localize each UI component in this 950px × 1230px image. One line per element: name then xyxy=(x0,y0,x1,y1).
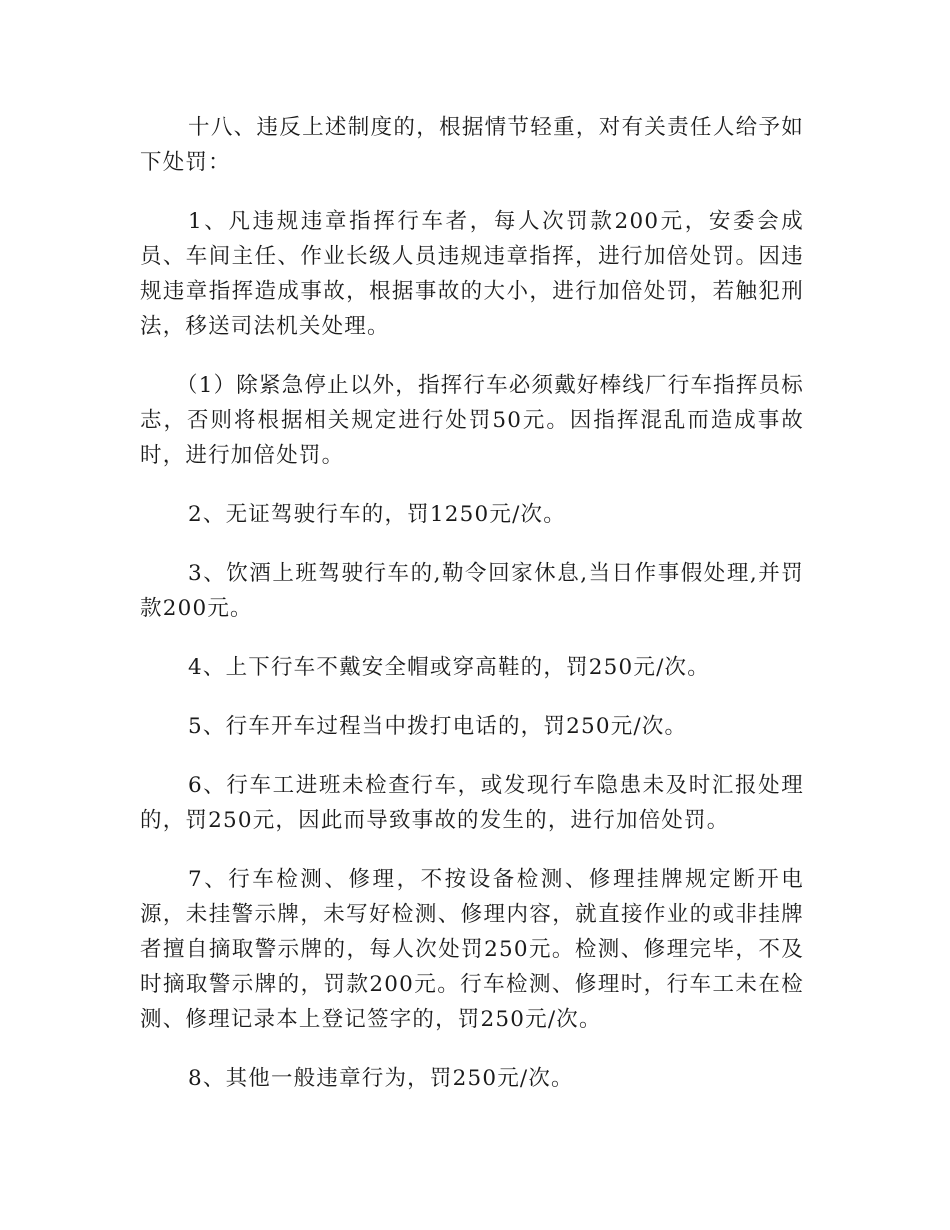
paragraph-rule-2: 2、无证驾驶行车的，罚1250元/次。 xyxy=(188,502,566,527)
paragraph-rule-8: 8、其他一般违章行为，罚250元/次。 xyxy=(188,1066,574,1091)
document-body xyxy=(140,110,804,1120)
paragraph-rule-7: 7、行车检测、修理，不按设备检测、修理挂牌规定断开电源，未挂警示牌，未写好检测、修理内容，就直接作业的或非挂牌者擅自摘取警示牌的，每人次处罚250元。检测、修理完毕，不及时摘取警示牌的，罚款200元。行车检测、修理时，行车工未在检测、修理记录本上登记签字的，罚250元/次。 xyxy=(140,867,804,1032)
paragraph-section-18-intro: 十八、违反上述制度的，根据情节轻重，对有关责任人给予如下处罚： xyxy=(140,115,804,175)
paragraph-rule-1-sub-1: （1）除紧急停止以外，指挥行车必须戴好棒线厂行车指挥员标志，否则将根据相关规定进行处罚50元。因指挥混乱而造成事故时，进行加倍处罚。 xyxy=(140,373,804,468)
paragraph-rule-4: 4、上下行车不戴安全帽或穿高鞋的，罚250元/次。 xyxy=(188,655,710,680)
paragraph-rule-5: 5、行车开车过程当中拨打电话的，罚250元/次。 xyxy=(188,714,688,739)
paragraph-rule-3: 3、饮酒上班驾驶行车的,勒令回家休息,当日作事假处理,并罚款200元。 xyxy=(140,561,804,621)
paragraph-rule-1: 1、凡违规违章指挥行车者，每人次罚款200元，安委会成员、车间主任、作业长级人员违规违章指挥，进行加倍处罚。因违规违章指挥造成事故，根据事故的大小，进行加倍处罚，若触犯刑法，移送司法机关处理。 xyxy=(140,209,804,339)
paragraph-rule-6: 6、行车工进班未检查行车，或发现行车隐患未及时汇报处理的，罚250元，因此而导致事故的发生的，进行加倍处罚。 xyxy=(140,773,804,833)
